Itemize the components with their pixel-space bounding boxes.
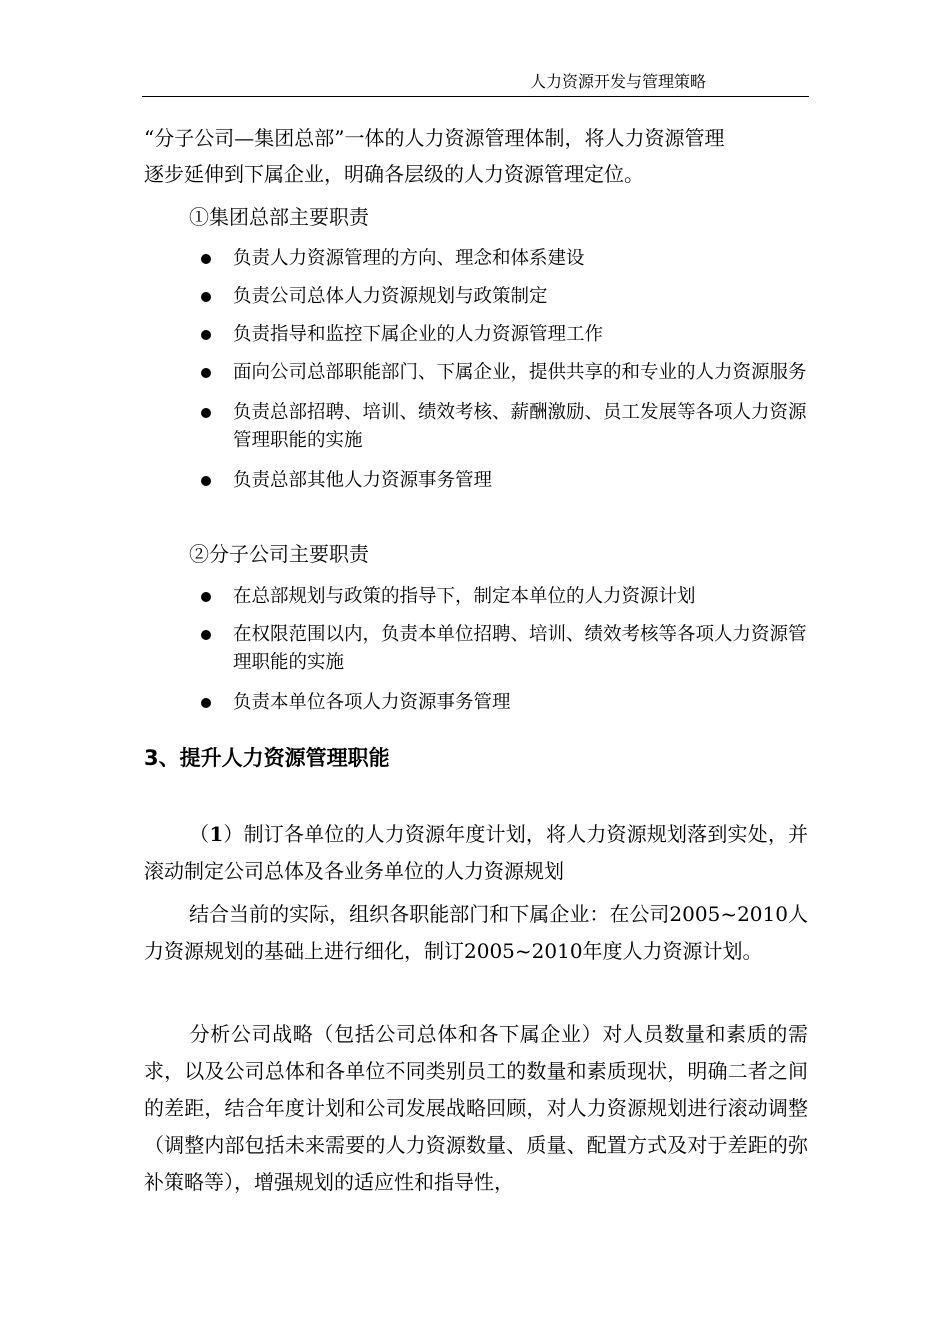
list-item: 在权限范围以内，负责本单位招聘、培训、绩效考核等各项人力资源管理职能的实施 [198,621,810,677]
bullet-icon [201,330,211,340]
list-item: 负责人力资源管理的方向、理念和体系建设 [198,245,810,273]
paragraph: 结合当前的实际，组织各职能部门和下属企业：在公司2005~2010人力资源规划的基础上进行细化，制订2005~2010年度人力资源计划。 [144,902,808,963]
bullet-icon [201,698,211,708]
paragraph: （1）制订各单位的人力资源年度计划，将人力资源规划落到实处，并滚动制定公司总体及各业务单位的人力资源规划 [144,822,809,883]
page-header [142,70,809,97]
section1-heading: ①集团总部主要职责 [189,205,369,229]
list-item: 面向公司总部职能部门、下属企业，提供共享的和专业的人力资源服务 [198,359,810,387]
list-item: 在总部规划与政策的指导下，制定本单位的人力资源计划 [198,583,810,611]
bullet-icon [201,292,211,302]
section2-list [198,583,810,717]
intro-line-2: 逐步延伸到下属企业，明确各层级的人力资源管理定位。 [144,162,644,186]
bullet-icon [201,254,211,264]
bullet-icon [201,368,211,378]
list-item: 负责本单位各项人力资源事务管理 [198,689,810,717]
section-heading: 3、提升人力资源管理职能 [144,746,390,770]
intro-line-1: “分子公司—集团总部”一体的人力资源管理体制，将人力资源管理 [144,126,725,150]
bullet-icon [201,630,211,640]
list-item: 负责公司总体人力资源规划与政策制定 [198,283,810,311]
bullet-icon [201,476,211,486]
list-item: 负责总部其他人力资源事务管理 [198,467,810,495]
paragraph: 分析公司战略（包括公司总体和各下属企业）对人员数量和素质的需求，以及公司总体和各单位不同类别员工的数量和素质现状，明确二者之间的差距，结合年度计划和公司发展战略回顾，对人力资源规划进行滚动调整（调整内部包括未来需要的人力资源数量、质量、配置方式及对于差距的弥补策略等），增强规划的适应性和指导性， [144,1022,808,1194]
list-item: 负责总部招聘、培训、绩效考核、薪酬激励、员工发展等各项人力资源管理职能的实施 [198,399,810,455]
bullet-icon [201,592,211,602]
list-item: 负责指导和监控下属企业的人力资源管理工作 [198,321,810,349]
header-title: 人力资源开发与管理策略 [529,72,706,91]
bullet-icon [201,408,211,418]
intro-paragraph [144,120,808,192]
section2-heading: ②分子公司主要职责 [189,542,369,566]
section1-list [198,245,810,495]
